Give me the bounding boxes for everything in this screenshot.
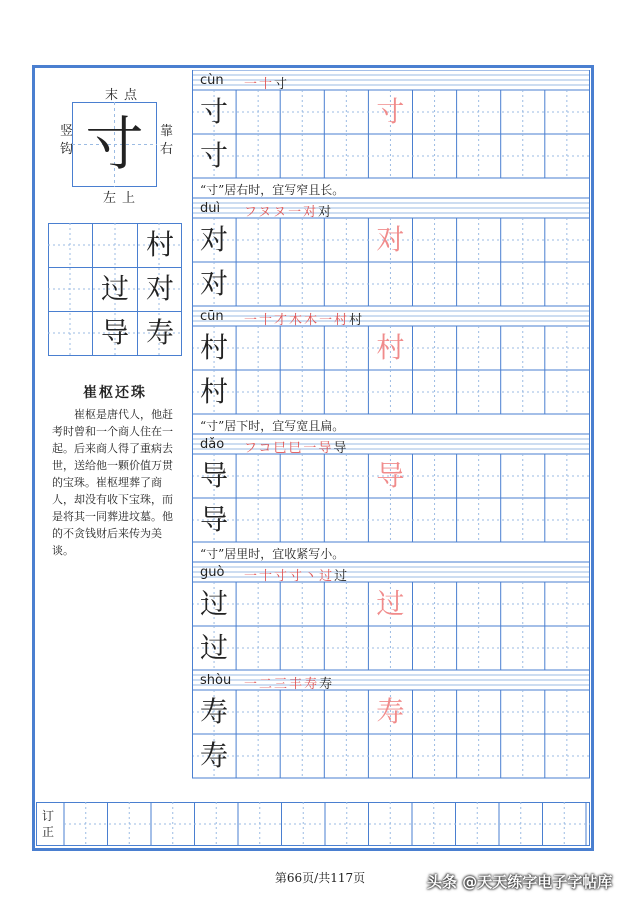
model-char: 对 [376,223,405,256]
stroke-step: 寸 [274,77,290,92]
stroke-step: 巳一 [288,441,319,456]
pinyin: cūn [200,309,224,324]
example-char: 过 [100,272,129,305]
pinyin: guò [200,565,225,580]
stroke-step: ヌ一 [273,205,304,220]
practice-char: 过 [200,631,229,664]
story-body [52,406,182,559]
feature-char: 寸 [85,110,144,178]
stroke-order [244,201,333,220]
feature-top-label: 末点 [105,88,144,103]
stroke-step: フ [244,205,259,220]
note-text: “寸”居右时，宜写窄且长。 [200,183,345,197]
stroke-step: ヌ [258,205,274,220]
correction-label: 订正 [42,809,55,839]
stroke-step: 村 [334,313,350,328]
stroke-step: 十 [259,77,275,92]
model-char: 寸 [376,95,405,128]
stroke-order [244,673,334,692]
practice-char: 村 [200,331,229,364]
practice-char: 寸 [200,95,229,128]
pinyin: duì [200,201,221,216]
example-char: 导 [100,316,129,349]
model-char: 导 [376,459,405,492]
practice-char: 寿 [200,739,229,772]
stroke-step: 木 [289,313,305,328]
stroke-step: 村 [349,313,365,328]
stroke-step: 十 [259,569,275,584]
stroke-step: 才 [274,313,290,328]
stroke-step: 对 [303,205,319,220]
stroke-order [244,73,289,92]
stroke-step: フ [244,441,259,456]
note-text: “寸”居里时，宜收紧写小。 [200,547,345,561]
stroke-step: コ [258,441,274,456]
stroke-step: 寿 [319,677,335,692]
practice-char: 过 [200,587,229,620]
watermark: 头条 @天天练字电子字帖库 [427,873,613,891]
stroke-step: 导 [333,441,349,456]
note-text: “寸”居下时，宜写宽且扁。 [200,419,345,433]
practice-char: 导 [200,459,229,492]
page-number: 第66页/共117页 [274,871,366,885]
stroke-order [244,437,348,456]
stroke-step: 巳 [273,441,289,456]
stroke-step: 木一 [304,313,335,328]
model-char: 过 [376,587,405,620]
example-char: 对 [145,272,174,305]
stroke-step: 一 [244,569,260,584]
practice-char: 导 [200,503,229,536]
stroke-step: 丰 [289,677,305,692]
example-char: 村 [145,228,174,261]
model-char: 村 [376,331,405,364]
stroke-step: 过 [319,569,335,584]
practice-char: 寿 [200,695,229,728]
stroke-step: 过 [334,569,350,584]
pinyin: dǎo [200,437,225,452]
feature-right-label: 靠右 [160,124,174,157]
feature-bottom-label: 左上 [103,191,142,206]
pinyin: shòu [200,673,232,688]
stroke-step: 对 [318,205,334,220]
practice-char: 对 [200,267,229,300]
stroke-step: 导 [318,441,334,456]
practice-char: 寸 [200,139,229,172]
feature-left-label: 竖钩 [60,124,74,157]
stroke-step: 一 [244,313,260,328]
stroke-step: 寸 [274,569,290,584]
practice-char: 对 [200,223,229,256]
correction-grid [36,802,590,846]
stroke-step: 寿 [304,677,320,692]
stroke-step: 一 [244,77,260,92]
stroke-step: 十 [259,313,275,328]
story-text: 崔枢是唐代人，他赶考时曾和一个商人住在一起。后来商人得了重病去世，送给他一颗价值万贯的宝珠。崔枢埋葬了商人，却没有收下宝珠，而是将其一同葬进坟墓。他的不贪钱财后来传为美谈。 [52,408,173,557]
story-title: 崔枢还珠 [83,385,147,401]
pinyin: cùn [200,73,224,88]
model-char: 寿 [376,695,405,728]
stroke-step: 寸丶 [289,569,320,584]
stroke-order [244,565,349,584]
stroke-step: 三 [274,677,290,692]
stroke-step: 二 [259,677,275,692]
stroke-step: 一 [244,677,260,692]
stroke-order [244,309,364,328]
practice-char: 村 [200,375,229,408]
example-char: 寿 [145,316,174,349]
